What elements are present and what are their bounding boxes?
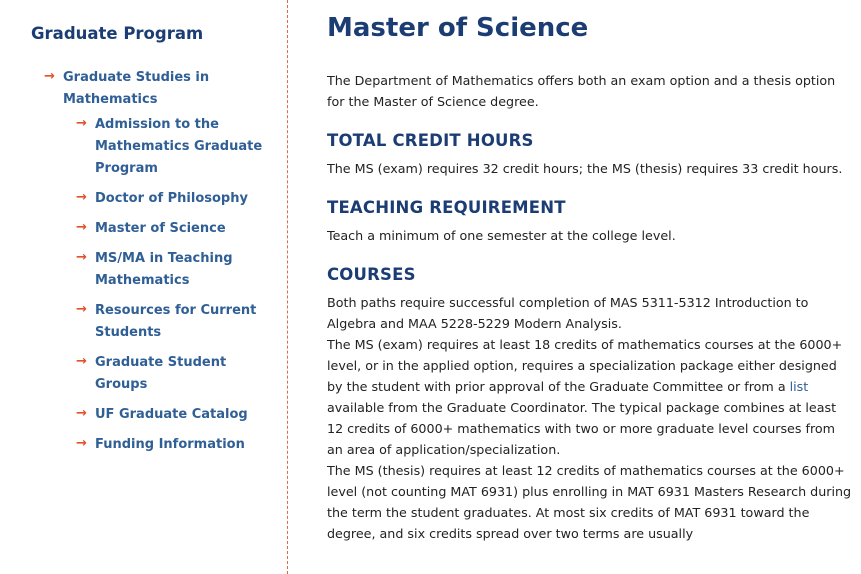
sidebar-link-admission[interactable]: Admission to the Mathematics Graduate Program xyxy=(95,117,263,176)
courses-paragraph-3: The MS (thesis) requires at least 12 credits of mathematics courses at the 6000+ level (not counting MAT 6931) plus enrolling in MAT 6931 Masters Research during the term the student graduates. At most six credits of MAT 6931 toward the degree, and six credits spread over two terms are usually xyxy=(327,463,852,541)
sidebar-link-student-groups[interactable]: Graduate Student Groups xyxy=(95,355,227,392)
sidebar-subnav xyxy=(63,113,279,455)
sidebar-link-funding[interactable]: Funding Information xyxy=(95,437,245,452)
arrow-right-icon: → xyxy=(76,190,87,205)
credit-hours-paragraph: The MS (exam) requires 32 credit hours; the MS (thesis) requires 33 credit hours. xyxy=(327,161,843,176)
sidebar-link-catalog[interactable]: UF Graduate Catalog xyxy=(95,407,248,422)
sidebar xyxy=(0,0,288,574)
arrow-right-icon: → xyxy=(76,354,87,369)
sidebar-link-resources[interactable]: Resources for Current Students xyxy=(95,303,257,340)
heading-courses: COURSES xyxy=(327,265,416,284)
sidebar-item-catalog xyxy=(76,403,279,425)
arrow-right-icon: → xyxy=(76,116,87,131)
sidebar-nav xyxy=(44,66,279,463)
sidebar-item-admission xyxy=(76,113,279,179)
intro-paragraph: The Department of Mathematics offers both an exam option and a thesis option for the Master of Science degree. xyxy=(327,73,836,109)
arrow-right-icon: → xyxy=(76,250,87,265)
sidebar-item-resources xyxy=(76,299,279,343)
arrow-right-icon: → xyxy=(76,220,87,235)
sidebar-item-ms-ma-teaching xyxy=(76,247,279,291)
sidebar-item-graduate-studies xyxy=(44,66,279,455)
courses-paragraph-2 xyxy=(327,334,852,460)
arrow-right-icon: → xyxy=(44,69,55,84)
teaching-paragraph: Teach a minimum of one semester at the college level. xyxy=(327,228,676,243)
sidebar-title: Graduate Program xyxy=(31,24,204,43)
courses-paragraph-1: Both paths require successful completion of MAS 5311-5312 Introduction to Algebra and MAA 5228-5229 Modern Analysis. xyxy=(327,295,809,331)
sidebar-link-phd[interactable]: Doctor of Philosophy xyxy=(95,191,248,206)
article-body xyxy=(327,70,852,544)
sidebar-item-master-of-science xyxy=(76,217,279,239)
arrow-right-icon: → xyxy=(76,302,87,317)
sidebar-link-master-of-science[interactable]: Master of Science xyxy=(95,221,226,236)
sidebar-item-student-groups xyxy=(76,351,279,395)
heading-total-credit-hours: TOTAL CREDIT HOURS xyxy=(327,131,534,150)
arrow-right-icon: → xyxy=(76,436,87,451)
sidebar-item-phd xyxy=(76,187,279,209)
courses-p2-text-after: available from the Graduate Coordinator. The typical package combines at least 12 credits of 6000+ mathematics with two or more graduate level courses from an area of application/specialization. xyxy=(327,400,837,457)
list-link[interactable]: list xyxy=(789,379,809,394)
sidebar-item-funding xyxy=(76,433,279,455)
heading-teaching-requirement: TEACHING REQUIREMENT xyxy=(327,198,566,217)
page-title: Master of Science xyxy=(327,13,589,43)
arrow-right-icon: → xyxy=(76,406,87,421)
sidebar-link-ms-ma-teaching[interactable]: MS/MA in Teaching Mathematics xyxy=(95,251,233,288)
sidebar-link-graduate-studies[interactable]: Graduate Studies in Mathematics xyxy=(63,70,210,107)
courses-p2-text-before: The MS (exam) requires at least 18 credits of mathematics courses at the 6000+ level, or in the applied option, requires a specialization package either designed by the student with prior approval of the Graduate Committee or from a xyxy=(327,337,843,394)
